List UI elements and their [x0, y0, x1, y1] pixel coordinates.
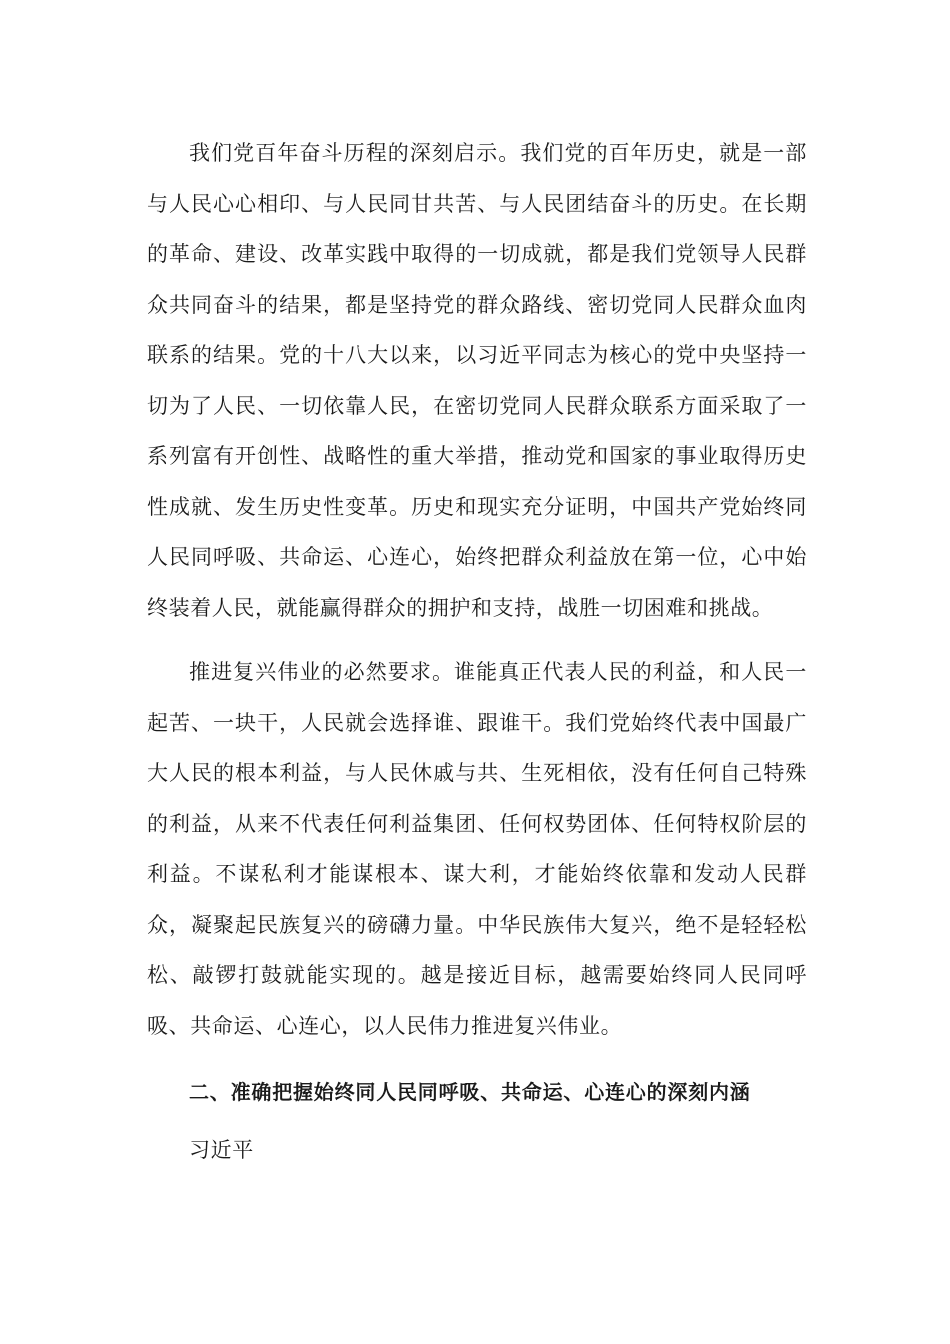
paragraph-historical-insight: 我们党百年奋斗历程的深刻启示。我们党的百年历史，就是一部与人民心心相印、与人民同甘共苦、与人民团结奋斗的历史。在长期的革命、建设、改革实践中取得的一切成就，都是我们党领导人民群众共同奋斗的结果，都是坚持党的群众路线、密切党同人民群众血肉联系的结果。党的十八大以来，以习近平同志为核心的党中央坚持一切为了人民、一切依靠人民，在密切党同人民群众联系方面采取了一系列富有开创性、战略性的重大举措，推动党和国家的事业取得历史性成就、发生历史性变革。历史和现实充分证明，中国共产党始终同人民同呼吸、共命运、心连心，始终把群众利益放在第一位，心中始终装着人民，就能赢得群众的拥护和支持，战胜一切困难和挑战。 — [147, 141, 807, 620]
document-body — [147, 128, 807, 1175]
paragraph-rejuvenation-requirement: 推进复兴伟业的必然要求。谁能真正代表人民的利益，和人民一起苦、一块干，人民就会选择谁、跟谁干。我们党始终代表中国最广大人民的根本利益，与人民休戚与共、生死相依，没有任何自己特殊的利益，从来不代表任何利益集团、任何权势团体、任何特权阶层的利益。不谋私利才能谋根本、谋大利，才能始终依靠和发动人民群众，凝聚起民族复兴的磅礴力量。中华民族伟大复兴，绝不是轻轻松松、敲锣打鼓就能实现的。越是接近目标，越需要始终同人民同呼吸、共命运、心连心，以人民伟力推进复兴伟业。 — [147, 660, 807, 1038]
author-name: 习近平 — [189, 1138, 254, 1162]
section-heading: 二、准确把握始终同人民同呼吸、共命运、心连心的深刻内涵 — [189, 1080, 751, 1104]
